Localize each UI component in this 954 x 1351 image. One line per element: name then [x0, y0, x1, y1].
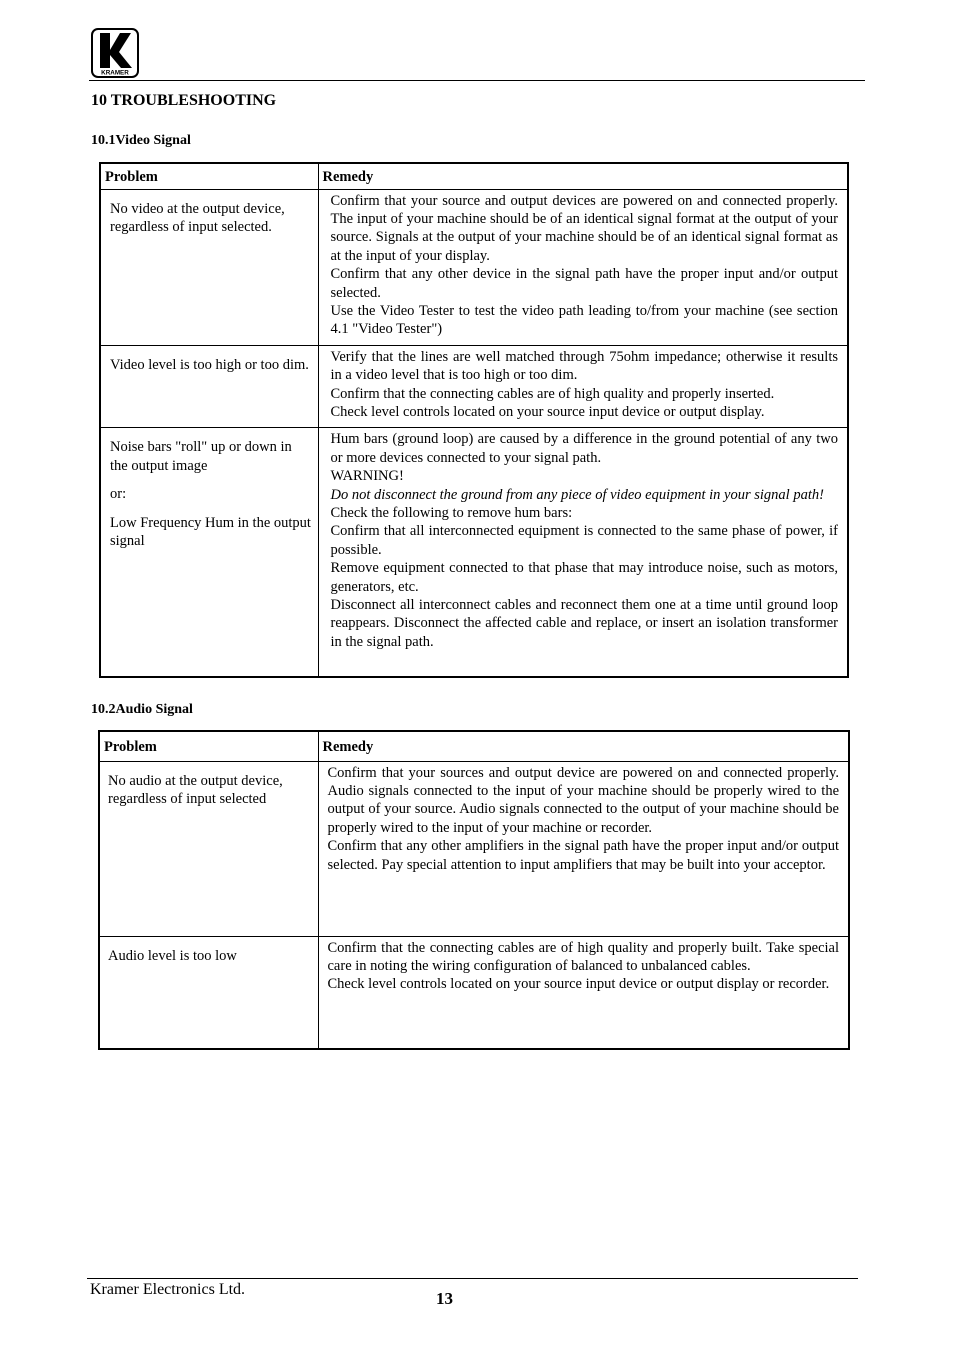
- remedy-cell: [318, 189, 848, 345]
- warning-label: WARNING!: [330, 468, 404, 485]
- remedy-text: Check level controls located on your source input device or output display.: [330, 403, 765, 420]
- table-row: [100, 428, 848, 677]
- table-row: [99, 936, 849, 1049]
- remedy-cell: [318, 345, 848, 428]
- remedy-text: Remove equipment connected to that phase that may introduce noise, such as motors, generators, etc.: [330, 560, 838, 595]
- problem-text: Audio level is too low: [108, 947, 237, 964]
- problem-cell: [100, 428, 318, 677]
- remedy-text: Use the Video Tester to test the video path leading to/from your machine (see section 4.1 "Video Tester"): [330, 302, 838, 338]
- problem-text: No audio at the output device, regardless of input selected: [108, 772, 283, 807]
- remedy-text: Confirm that your source and output devices are powered on and connected properly. The input of your machine should be of an identical signal format at the output of your source. Signals at the output of your machine should be of an identical signal format as at the input of your display.: [330, 192, 838, 264]
- remedy-text: Check level controls located on your source input device or output display or recorder.: [327, 976, 830, 993]
- problem-column-header: Problem: [99, 731, 318, 761]
- remedy-cell: [318, 428, 848, 677]
- remedy-column-header: Remedy: [318, 731, 849, 761]
- header-rule: [89, 80, 865, 81]
- remedy-text: Hum bars (ground loop) are caused by a difference in the ground potential of any two or more devices connected to your signal path.: [330, 431, 838, 466]
- problem-column-header: Problem: [100, 163, 318, 189]
- problem-cell: [100, 345, 318, 428]
- footer-rule: [87, 1278, 858, 1279]
- problem-text: Noise bars "roll" up or down in the output image: [110, 439, 292, 474]
- table-header-row: [99, 731, 849, 761]
- problem-text: Low Frequency Hum in the output signal: [110, 514, 311, 549]
- remedy-cell: [318, 936, 849, 1049]
- audio-signal-table: [98, 730, 850, 1050]
- audio-signal-title: 10.2Audio Signal: [91, 702, 193, 717]
- remedy-column-header: Remedy: [318, 163, 848, 189]
- problem-text: or:: [110, 486, 127, 503]
- problem-cell: [100, 189, 318, 345]
- video-signal-table: [99, 162, 849, 678]
- warning-text: Do not disconnect the ground from any piece of video equipment in your signal path!: [330, 486, 824, 503]
- video-signal-title: 10.1Video Signal: [91, 133, 191, 148]
- remedy-text: Confirm that any other amplifiers in the signal path have the proper input and/or output selected. Pay special attention to input amplifiers that may be built into your acceptor.: [327, 838, 839, 873]
- remedy-text: Check the following to remove hum bars:: [330, 505, 573, 521]
- remedy-text: Confirm that any other device in the signal path have the proper input and/or output selected.: [330, 266, 838, 301]
- logo-text: KRAMER: [101, 69, 129, 77]
- remedy-text: Confirm that the connecting cables are of high quality and properly built. Take special care in noting the wiring configuration of balanced to unbalanced cables.: [327, 939, 839, 974]
- problem-text: Video level is too high or too dim.: [110, 356, 309, 373]
- table-row: [100, 189, 848, 345]
- table-header-row: [100, 163, 848, 189]
- problem-text: No video at the output device, regardless of input selected.: [110, 200, 285, 235]
- remedy-text: Disconnect all interconnect cables and reconnect them one at a time until ground loop reappears. Disconnect the affected cable and replace, or insert an isolation transformer in the signal path.: [330, 597, 838, 650]
- remedy-text: Verify that the lines are well matched through 75ohm impedance; otherwise it results in a video level that is too high or too dim.: [330, 348, 838, 384]
- table-row: [100, 345, 848, 428]
- page-number: 13: [436, 1289, 453, 1308]
- table-row: [99, 761, 849, 936]
- remedy-text: Confirm that the connecting cables are of high quality and properly inserted.: [330, 385, 775, 402]
- kramer-logo: [91, 28, 139, 78]
- remedy-text: Confirm that all interconnected equipment is connected to the same phase of power, if possible.: [330, 523, 838, 558]
- problem-cell: [99, 936, 318, 1049]
- footer-company: Kramer Electronics Ltd.: [90, 1281, 246, 1298]
- remedy-text: Confirm that your sources and output device are powered on and connected properly. Audio signals connected to the input of your machine should be properly wired to the output of your source. Audio signals connected to the output of your machine should be properly wired to the input of your machine or recorder.: [327, 764, 839, 836]
- section-title: 10 TROUBLESHOOTING: [91, 92, 277, 109]
- problem-cell: [99, 761, 318, 936]
- remedy-cell: [318, 761, 849, 936]
